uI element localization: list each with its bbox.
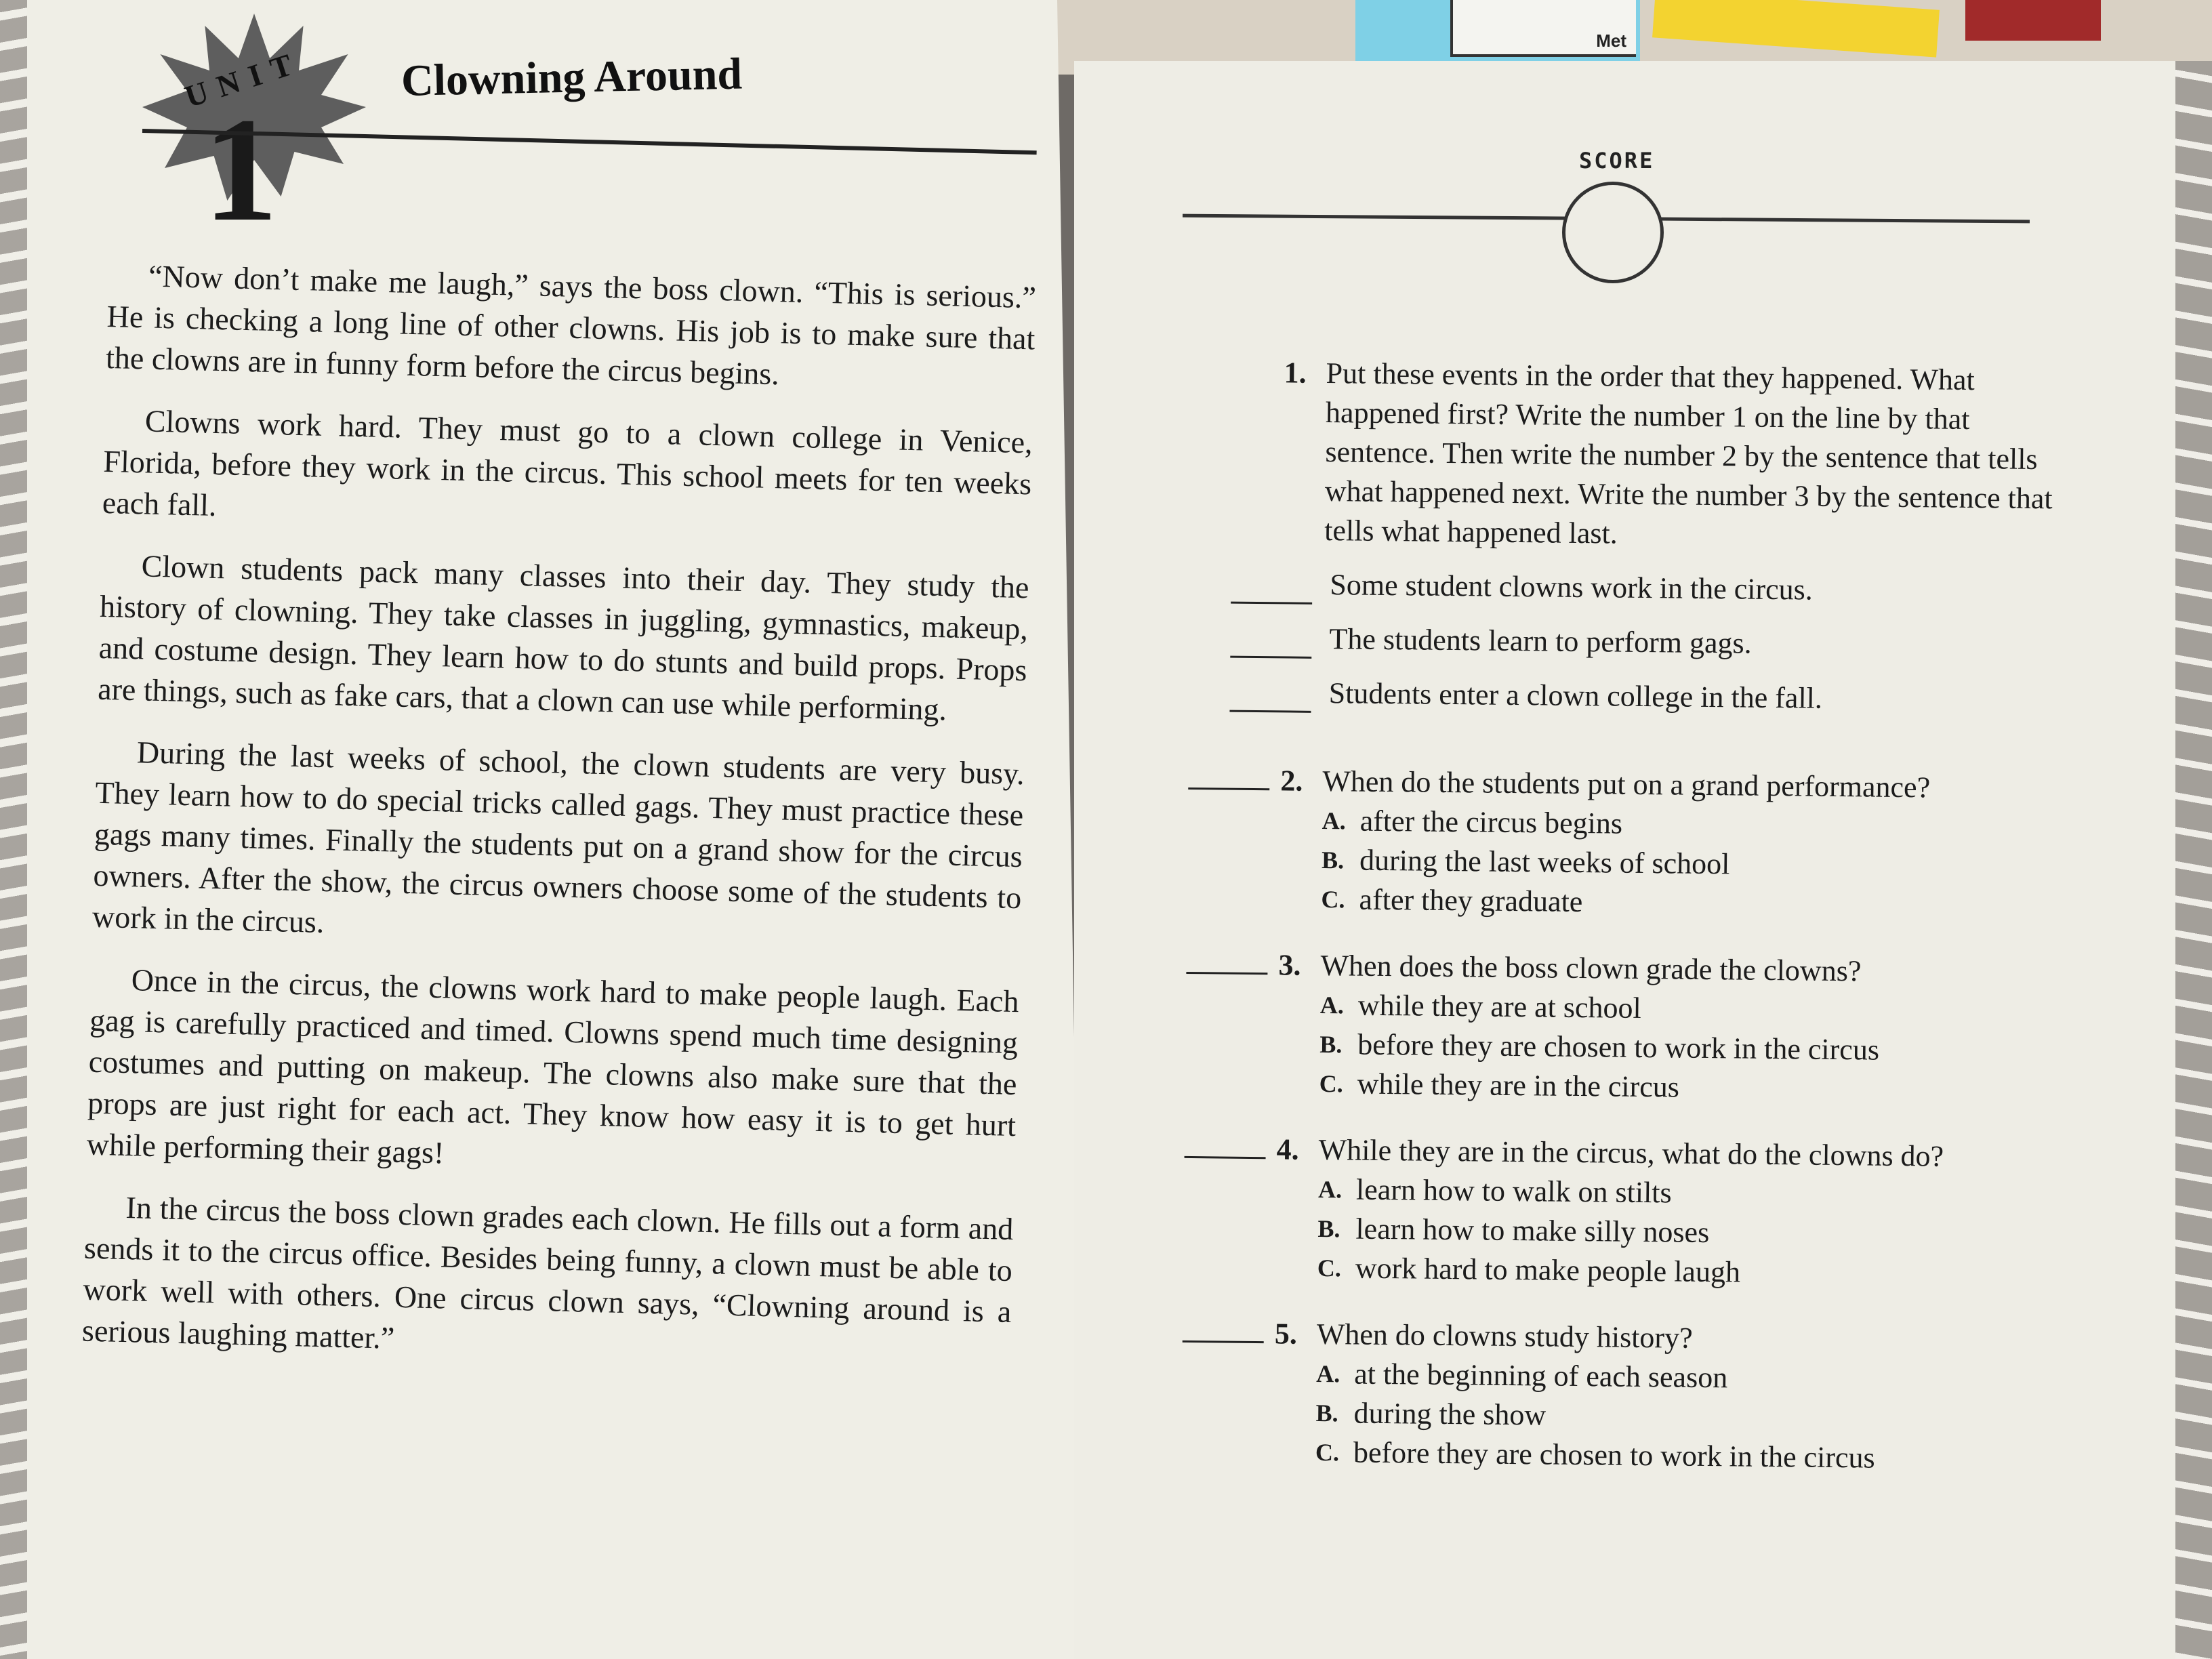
story-paragraph: Clowns work hard. They must go to a clown college in Venice, Florida, before they work in the circus. This school meets for ten weeks each fall. — [102, 403, 1033, 523]
option-letter: B. — [1321, 846, 1345, 874]
option-letter: B. — [1319, 1031, 1343, 1059]
option-text: learn how to make silly noses — [1355, 1212, 1710, 1250]
unit-label: UNIT — [180, 43, 307, 115]
answer-blank[interactable] — [1185, 1129, 1266, 1159]
story-paragraph: During the last weeks of school, the clown students are very busy. They learn how to do special tricks called gags. They must practice these gags many times. Finally the students put on a grand show for the circus owners. After the show, the circus owners choose some of the students to work in the circus. — [91, 735, 1025, 940]
option-text: during the show — [1353, 1396, 1547, 1432]
story-text — [81, 254, 1037, 1395]
option-text: while they are in the circus — [1357, 1067, 1680, 1104]
option-text: after they graduate — [1359, 882, 1583, 919]
question-number: 5. — [1274, 1317, 1298, 1351]
answer-option — [1319, 1064, 2060, 1111]
index-card-text: Met — [1596, 30, 1626, 51]
question-number: 3. — [1278, 948, 1301, 982]
question-number: 1. — [1284, 356, 1307, 390]
question-2 — [1187, 760, 2062, 926]
answer-blank[interactable] — [1186, 945, 1267, 975]
option-text: learn how to walk on stilts — [1355, 1172, 1672, 1210]
answer-blank[interactable] — [1230, 629, 1311, 659]
answer-option — [1317, 1248, 2058, 1295]
answer-blank[interactable] — [1231, 575, 1312, 605]
question-text: While they are in the circus, what do the clowns do? — [1318, 1133, 1944, 1173]
answer-blank[interactable] — [1183, 1313, 1264, 1343]
question-text: Put these events in the order that they happened. What happened first? Write the number 1 on the line by that sentence. Then write the number 2 by the sentence that tells what happened next. Write the number 3 by the sentence that tells what happened last. — [1324, 356, 2053, 550]
event-text: The students learn to perform gags. — [1329, 622, 1752, 660]
story-paragraph: Once in the circus, the clowns work hard to make people laugh. Each gag is carefully practiced and timed. Clowns spend much time designing costumes and putting on makeup. The clowns also make sure that the props are just right for each act. They know how easy it is to get hurt while performing their gags! — [86, 962, 1020, 1170]
sequence-event — [1229, 673, 2064, 721]
left-page-deckle-edge — [0, 0, 27, 1659]
option-text: while they are at school — [1357, 988, 1642, 1025]
answer-option — [1315, 1433, 2056, 1479]
right-page-deckle-edge — [2175, 61, 2212, 1659]
question-5 — [1181, 1313, 2057, 1479]
option-letter: A. — [1316, 1359, 1340, 1388]
option-text: at the beginning of each season — [1353, 1357, 1728, 1395]
question-text: When do clowns study history? — [1316, 1317, 1693, 1355]
sequence-event — [1231, 565, 2065, 613]
option-letter: C. — [1315, 1438, 1340, 1467]
answer-option — [1321, 880, 2062, 926]
page-title: Clowning Around — [401, 49, 743, 106]
score-circle[interactable] — [1562, 182, 1664, 283]
option-text: before they are chosen to work in the circus — [1353, 1435, 1875, 1475]
red-object — [1965, 0, 2101, 41]
answer-blank[interactable] — [1188, 760, 1269, 790]
story-paragraph: “Now don’t make me laugh,” says the boss clown. “This is serious.” He is checking a long line of other clowns. His job is to make sure that the clowns are in funny form before the circus begins. — [105, 258, 1037, 392]
question-list — [1181, 352, 2067, 1479]
question-4 — [1183, 1129, 2059, 1295]
question-number: 4. — [1276, 1132, 1299, 1166]
index-card — [1450, 0, 1636, 57]
option-letter: A. — [1322, 807, 1346, 835]
option-text: work hard to make people laugh — [1355, 1251, 1741, 1289]
question-number: 2. — [1280, 764, 1303, 798]
option-text: after the circus begins — [1359, 804, 1623, 840]
question-3 — [1185, 945, 2060, 1111]
question-1 — [1282, 353, 2067, 558]
option-text: before they are chosen to work in the circus — [1357, 1027, 1880, 1067]
option-letter: C. — [1319, 1070, 1343, 1098]
option-letter: A. — [1319, 991, 1345, 1019]
event-text: Students enter a clown college in the fall. — [1328, 676, 1823, 715]
option-letter: B. — [1317, 1215, 1340, 1243]
option-letter: A. — [1317, 1176, 1343, 1204]
option-letter: C. — [1321, 886, 1345, 914]
sequence-event — [1230, 619, 2064, 667]
story-paragraph: In the circus the boss clown grades each clown. He fills out a form and sends it to the circus office. Besides being funny, a clown must be able to work well with others. One circus clown says, “Clowning around is a serious laughing matter.” — [81, 1190, 1014, 1355]
option-text: during the last weeks of school — [1359, 843, 1730, 881]
answer-blank[interactable] — [1229, 683, 1311, 713]
score-label: SCORE — [1579, 148, 1655, 173]
option-letter: C. — [1317, 1254, 1342, 1282]
option-letter: B. — [1315, 1399, 1338, 1427]
question-text: When do the students put on a grand performance? — [1322, 764, 1931, 804]
event-text: Some student clowns work in the circus. — [1330, 568, 1814, 607]
story-paragraph: Clown students pack many classes into their day. They study the history of clowning. They take classes in juggling, gymnastics, makeup, and costume design. They learn how to do stunts and build props. Props are things, such as fake cars, that a clown can use while performing. — [97, 548, 1030, 727]
unit-number: 1 — [203, 87, 278, 252]
question-text: When does the boss clown grade the clowns? — [1320, 949, 1862, 988]
